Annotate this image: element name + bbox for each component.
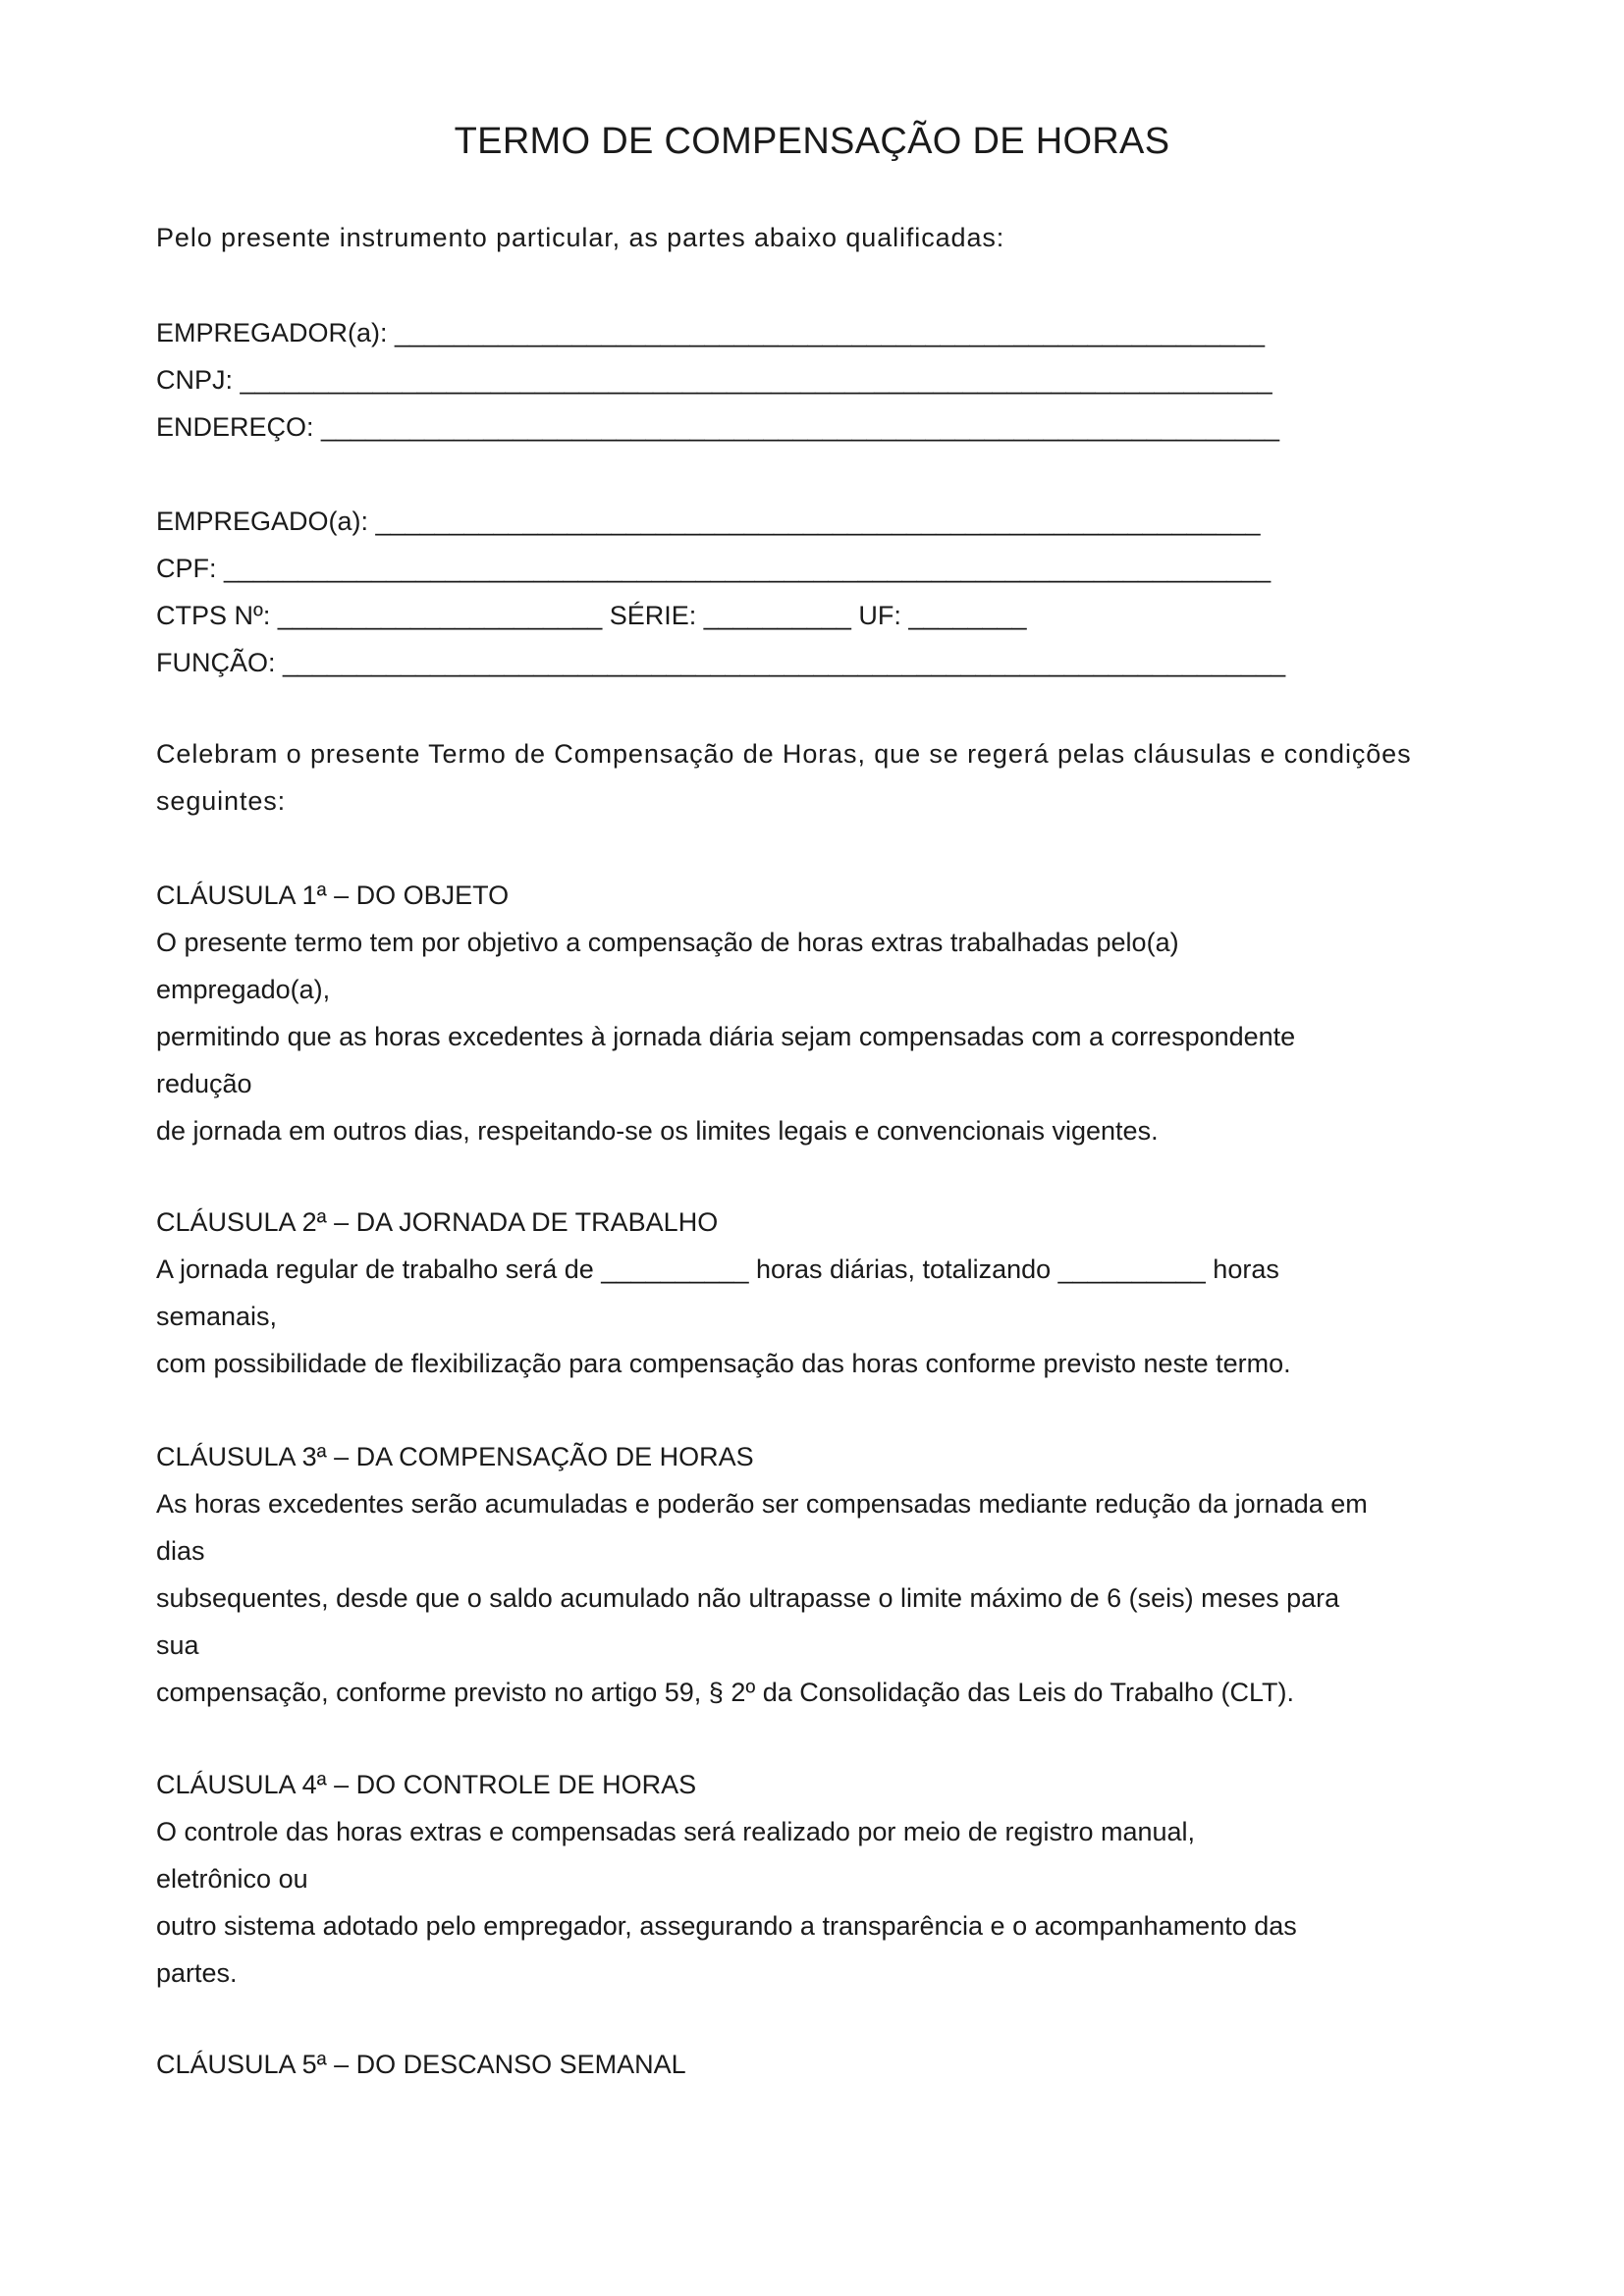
clause-text: subsequentes, desde que o saldo acumulado não ultrapasse o limite máximo de 6 (seis) meses para (156, 1583, 1340, 1613)
clause-text: com possibilidade de flexibilização para compensação das horas conforme previsto neste termo. (156, 1349, 1291, 1378)
clause-text: redução (156, 1069, 252, 1098)
clause-text: de jornada em outros dias, respeitando-se os limites legais e convencionais vigentes. (156, 1116, 1159, 1146)
document-title: TERMO DE COMPENSAÇÃO DE HORAS (454, 121, 1170, 162)
clause-heading: CLÁUSULA 2ª – DA JORNADA DE TRABALHO (156, 1207, 719, 1237)
employee-field: EMPREGADO(a): ____________________________________________________________ (156, 507, 1261, 536)
clause-text: permitindo que as horas excedentes à jornada diária sejam compensadas com a correspondente (156, 1022, 1296, 1051)
clause-text: A jornada regular de trabalho será de __________ horas diárias, totalizando __________ horas (156, 1255, 1279, 1284)
clause-text: eletrônico ou (156, 1864, 308, 1894)
clause-text: O controle das horas extras e compensadas será realizado por meio de registro manual, (156, 1817, 1196, 1846)
celebration-text: Celebram o presente Termo de Compensação de Horas, que se regerá pelas cláusulas e condições (156, 739, 1412, 769)
clause-text: As horas excedentes serão acumuladas e poderão ser compensadas mediante redução da jornada em (156, 1489, 1368, 1519)
address-field: ENDEREÇO: _________________________________________________________________ (156, 412, 1280, 442)
employer-field: EMPREGADOR(a): ___________________________________________________________ (156, 318, 1265, 347)
clause-text: outro sistema adotado pelo empregador, assegurando a transparência e o acompanhamento das (156, 1911, 1297, 1941)
clause-text: dias (156, 1536, 205, 1566)
clause-text: partes. (156, 1958, 238, 1988)
celebration-text: seguintes: (156, 786, 287, 816)
intro-text: Pelo presente instrumento particular, as partes abaixo qualificadas: (156, 223, 1005, 252)
function-field: FUNÇÃO: ____________________________________________________________________ (156, 648, 1286, 677)
clause-text: sua (156, 1630, 199, 1660)
clause-heading: CLÁUSULA 4ª – DO CONTROLE DE HORAS (156, 1770, 697, 1799)
clause-text: empregado(a), (156, 975, 331, 1004)
clause-heading: CLÁUSULA 3ª – DA COMPENSAÇÃO DE HORAS (156, 1442, 754, 1471)
clause-heading: CLÁUSULA 5ª – DO DESCANSO SEMANAL (156, 2050, 686, 2079)
cpf-field: CPF: _______________________________________________________________________ (156, 554, 1272, 583)
clause-text: semanais, (156, 1302, 278, 1331)
clause-text: O presente termo tem por objetivo a compensação de horas extras trabalhadas pelo(a) (156, 928, 1179, 957)
ctps-field: CTPS Nº: ______________________ SÉRIE: __________ UF: ________ (156, 601, 1027, 630)
cnpj-field: CNPJ: ______________________________________________________________________ (156, 365, 1272, 395)
clause-text: compensação, conforme previsto no artigo 59, § 2º da Consolidação das Leis do Trabalho (CLT). (156, 1678, 1295, 1707)
clause-heading: CLÁUSULA 1ª – DO OBJETO (156, 881, 510, 910)
